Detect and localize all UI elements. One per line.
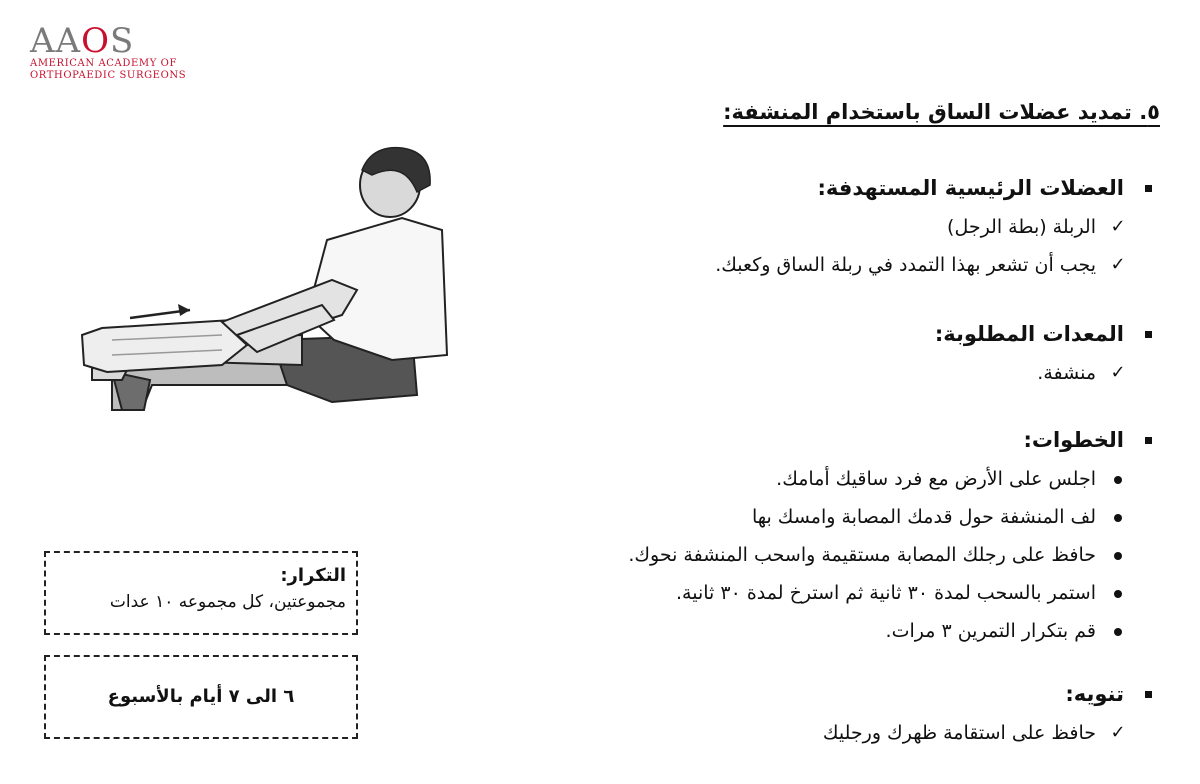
exercise-content xyxy=(400,100,1160,752)
note-section xyxy=(400,674,1160,752)
check-icon: ✓ xyxy=(1110,362,1126,383)
list-item: اجلس على الأرض مع فرد ساقيك أمامك. xyxy=(400,460,1160,498)
list-item: ✓ الربلة (بطة الرجل) xyxy=(400,208,1160,246)
list-item: لف المنشفة حول قدمك المصابة وامسك بها xyxy=(400,498,1160,536)
exercise-title: ٥. تمديد عضلات الساق باستخدام المنشفة: xyxy=(723,100,1160,124)
repetition-box xyxy=(44,551,358,635)
bullet-icon xyxy=(1114,590,1122,598)
bullet-icon xyxy=(1114,514,1122,522)
equipment-heading: المعدات المطلوبة: xyxy=(400,314,1160,354)
equipment-section xyxy=(400,314,1160,392)
towel-stretch-illustration xyxy=(72,140,454,420)
bullet-icon xyxy=(1114,628,1122,636)
list-item: ✓ حافظ على استقامة ظهرك ورجليك xyxy=(400,714,1160,752)
square-bullet-icon xyxy=(1145,691,1152,698)
check-icon: ✓ xyxy=(1110,216,1126,237)
steps-section xyxy=(400,420,1160,650)
note-heading: تنويه: xyxy=(400,674,1160,714)
frequency-text: ٦ الى ٧ أيام بالأسبوع xyxy=(107,686,295,707)
list-item: قم بتكرار التمرين ٣ مرات. xyxy=(400,612,1160,650)
logo-line-2: ORTHOPAEDIC SURGEONS xyxy=(30,70,187,81)
list-item: حافظ على رجلك المصابة مستقيمة واسحب المنشفة نحوك. xyxy=(400,536,1160,574)
logo-line-1: AMERICAN ACADEMY OF xyxy=(30,58,178,69)
list-item: ✓ يجب أن تشعر بهذا التمدد في ربلة الساق وكعبك. xyxy=(400,246,1160,284)
steps-heading: الخطوات: xyxy=(400,420,1160,460)
bullet-icon xyxy=(1114,476,1122,484)
repetition-title: التكرار: xyxy=(280,565,346,586)
list-item: استمر بالسحب لمدة ٣٠ ثانية ثم استرخ لمدة ٣٠ ثانية. xyxy=(400,574,1160,612)
square-bullet-icon xyxy=(1145,331,1152,338)
bullet-icon xyxy=(1114,552,1122,560)
list-item: ✓ منشفة. xyxy=(400,354,1160,392)
square-bullet-icon xyxy=(1145,185,1152,192)
frequency-box xyxy=(44,655,358,739)
aaos-logo xyxy=(30,21,200,88)
check-icon: ✓ xyxy=(1110,722,1126,743)
muscles-section xyxy=(400,168,1160,284)
square-bullet-icon xyxy=(1145,437,1152,444)
check-icon: ✓ xyxy=(1110,254,1126,275)
logo-mark: AAOS xyxy=(30,21,135,61)
muscles-heading: العضلات الرئيسية المستهدفة: xyxy=(400,168,1160,208)
repetition-text: مجموعتين، كل مجموعه ١٠ عدات xyxy=(109,592,346,612)
